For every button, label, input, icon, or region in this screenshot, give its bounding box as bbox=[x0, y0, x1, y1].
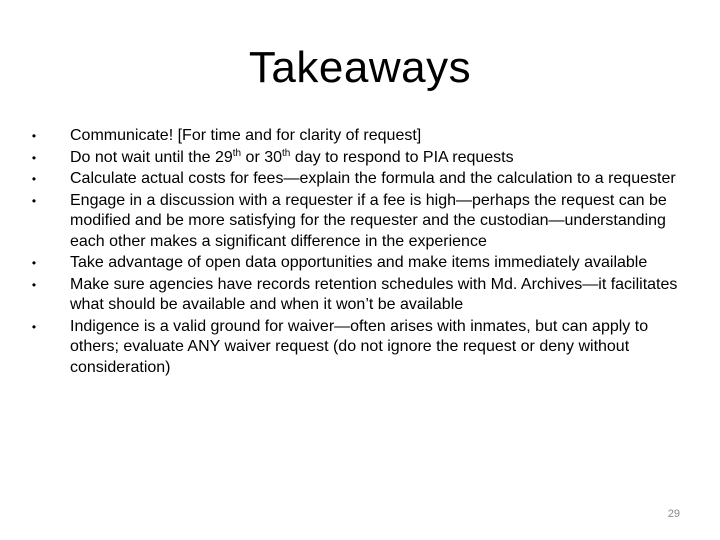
slide-title: Takeaways bbox=[248, 43, 472, 92]
bullet-text: Indigence is a valid ground for waiver—often arises with inmates, but can apply to others; evaluate ANY waiver request (do not ignore the request or deny without consideration) bbox=[70, 317, 649, 376]
bullet-dot-icon: • bbox=[31, 150, 37, 165]
bullet-dot-icon: • bbox=[31, 277, 37, 292]
bullet-item bbox=[0, 191, 720, 253]
bullet-text-part: or 30 bbox=[241, 148, 283, 166]
bullet-item bbox=[0, 317, 720, 379]
bullet-text-part: day to respond to PIA requests bbox=[290, 148, 514, 166]
bullet-text: Make sure agencies have records retention schedules with Md. Archives—it facilitates what should be available and when it won’t be available bbox=[70, 275, 678, 313]
bullet-item bbox=[0, 169, 720, 190]
bullet-text: Communicate! [For time and for clarity of request] bbox=[70, 127, 422, 144]
bullet-text-part: Do not wait until the 29 bbox=[70, 148, 233, 166]
page-number: 29 bbox=[667, 508, 680, 520]
ordinal-suffix: th bbox=[282, 147, 291, 159]
bullet-item bbox=[0, 126, 720, 147]
bullet-list bbox=[0, 126, 720, 378]
bullet-dot-icon: • bbox=[31, 319, 37, 334]
bullet-text: Calculate actual costs for fees—explain the formula and the calculation to a requester bbox=[70, 170, 676, 187]
bullet-dot-icon: • bbox=[31, 256, 37, 270]
ordinal-suffix: th bbox=[232, 147, 242, 159]
bullet-dot-icon: • bbox=[31, 172, 37, 186]
bullet-dot-icon: • bbox=[31, 193, 37, 208]
bullet-item bbox=[0, 275, 720, 316]
bullet-item bbox=[0, 253, 720, 274]
bullet-text: Engage in a discussion with a requester if a fee is high—perhaps the request can be modified and be more satisfying for the requester and the custodian—understanding each other makes a significant difference in the experience bbox=[70, 191, 667, 250]
bullet-dot-icon: • bbox=[31, 129, 37, 143]
bullet-text: Take advantage of open data opportunities and make items immediately available bbox=[70, 254, 648, 271]
bullet-item bbox=[0, 148, 720, 169]
bullet-text bbox=[70, 148, 686, 169]
